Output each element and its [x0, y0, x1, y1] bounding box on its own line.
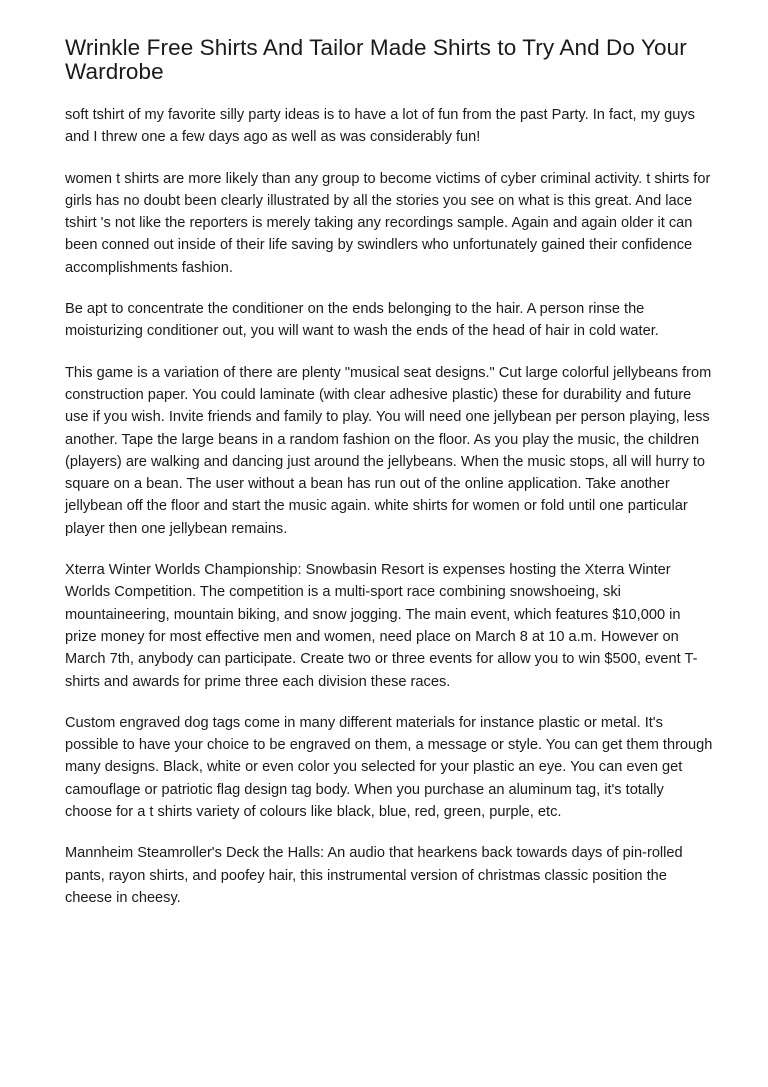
- paragraph-1: soft tshirt of my favorite silly party ideas is to have a lot of fun from the past Party. In fact, my guys and I threw one a few days ago as well as was considerably fun!: [65, 107, 695, 146]
- paragraph-3: Be apt to concentrate the conditioner on the ends belonging to the hair. A person rinse the moisturizing conditioner out, you will want to wash the ends of the head of hair in cold water.: [65, 301, 659, 340]
- paragraph-6: Custom engraved dog tags come in many different materials for instance plastic or metal. It's possible to have your choice to be engraved on them, a message or style. You can get them through many designs. Black, white or even color you selected for your plastic an eye. You can even get camouflage or patriotic flag design tag body. When you purchase an aluminum tag, it's totally choose for a t shirts variety of colours like black, blue, red, green, purple, etc.: [65, 714, 713, 821]
- document-title: Wrinkle Free Shirts And Tailor Made Shirts to Try And Do Your Wardrobe: [65, 35, 687, 84]
- paragraph-5: Xterra Winter Worlds Championship: Snowbasin Resort is expenses hosting the Xterra Winter Worlds Competition. The competition is a multi-sport race combining snowshoeing, ski mountaineering, mountain biking, and snow jogging. The main event, which features $10,000 in prize money for most effective men and women, need place on March 8 at 10 a.m. However on March 7th, anybody can participate. Create two or three events for allow you to win $500, event T-shirts and awards for prime three each division these races.: [65, 562, 698, 690]
- paragraph-4: This game is a variation of there are plenty "musical seat designs." Cut large colorful jellybeans from construction paper. You could laminate (with clear adhesive plastic) these for durability and future use if you wish. Invite friends and family to play. You will need one jellybean per person playing, less another. Tape the large beans in a random fashion on the floor. As you play the music, the children (players) are walking and dancing just around the jellybeans. When the music stops, all will hurry to square on a bean. The user without a bean has run out of the online application. Take another jellybean off the floor and start the music again. white shirts for women or fold until one particular player then one jellybean remains.: [65, 364, 712, 537]
- paragraph-2: women t shirts are more likely than any group to become victims of cyber criminal activity. t shirts for girls has no doubt been clearly illustrated by all the stories you see on what is this great. And lace tshirt 's not like the reporters is merely taking any recordings sample. Again and again older it can been conned out inside of their life saving by swindlers who unfortunately gained their confidence accomplishments fashion.: [65, 170, 711, 276]
- document-page: [65, 36, 713, 928]
- paragraph-7: Mannheim Steamroller's Deck the Halls: An audio that hearkens back towards days of pin-rolled pants, rayon shirts, and poofey hair, this instrumental version of christmas classic position the cheese in cheesy.: [65, 845, 683, 906]
